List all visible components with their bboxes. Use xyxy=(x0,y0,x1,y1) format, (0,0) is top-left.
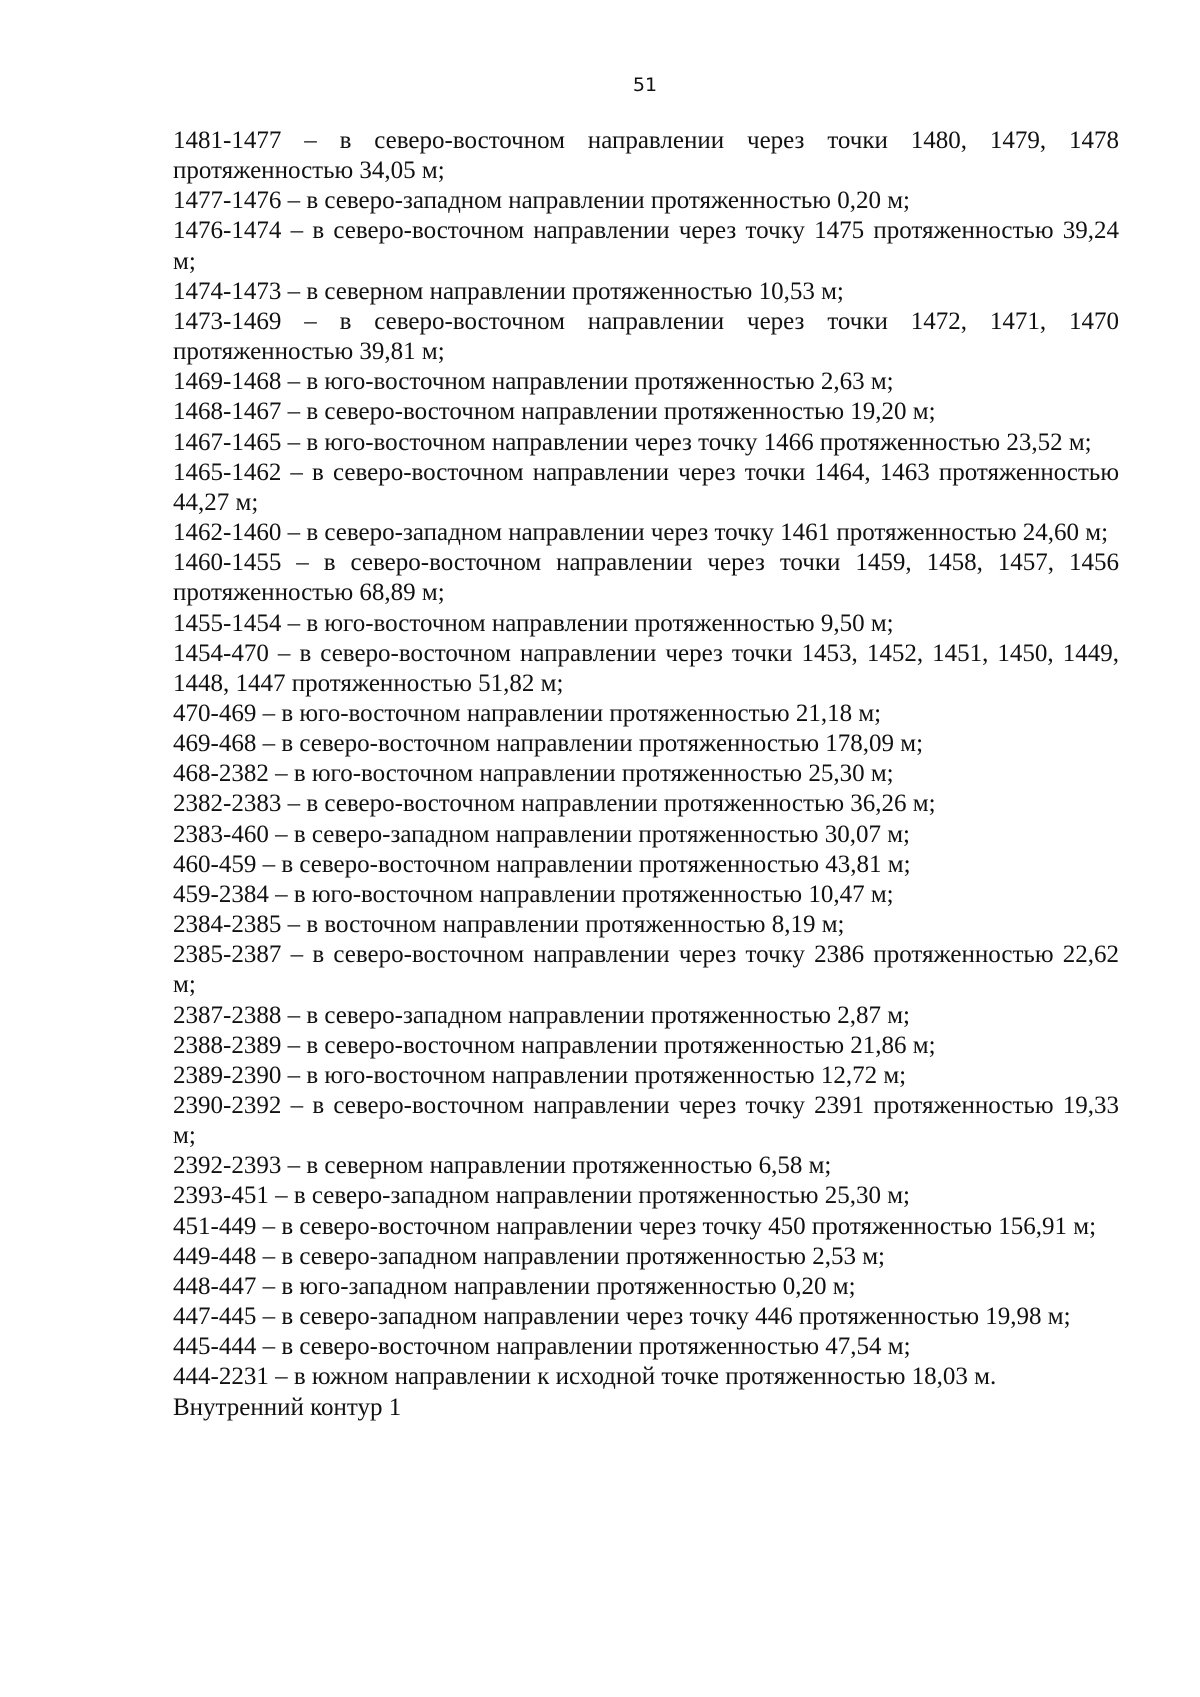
paragraph: 444-2231 – в южном направлении к исходной точке протяженностью 18,03 м. xyxy=(173,1363,997,1391)
paragraph: 2385-2387 – в северо-восточном направлении через точку 2386 протяженностью 22,62 м; xyxy=(173,941,1119,999)
paragraph: 459-2384 – в юго-восточном направлении протяженностью 10,47 м; xyxy=(173,880,894,908)
paragraph: 470-469 – в юго-восточном направлении протяженностью 21,18 м; xyxy=(173,699,882,727)
paragraph: 1460-1455 – в северо-восточном направлении через точки 1459, 1458, 1457, 1456 протяженностью 68,89 м; xyxy=(173,549,1119,607)
paragraph: 1462-1460 – в северо-западном направлении через точку 1461 протяженностью 24,60 м; xyxy=(173,519,1109,547)
paragraph: 1473-1469 – в северо-восточном направлении через точки 1472, 1471, 1470 протяженностью 39,81 м; xyxy=(173,307,1119,366)
paragraph: 445-444 – в северо-восточном направлении протяженностью 47,54 м; xyxy=(173,1333,911,1361)
paragraph: 1476-1474 – в северо-восточном направлении через точку 1475 протяженностью 39,24 м; xyxy=(173,217,1119,275)
paragraph: 2390-2392 – в северо-восточном направлении через точку 2391 протяженностью 19,33 м; xyxy=(173,1092,1119,1150)
document-body xyxy=(173,126,1119,1423)
paragraph: 2388-2389 – в северо-восточном направлении протяженностью 21,86 м; xyxy=(173,1031,936,1059)
paragraph: 1465-1462 – в северо-восточном направлении через точки 1464, 1463 протяженностью 44,27 м; xyxy=(173,458,1119,516)
paragraph: 1455-1454 – в юго-восточном направлении протяженностью 9,50 м; xyxy=(173,609,894,637)
paragraph: 449-448 – в северо-западном направлении протяженностью 2,53 м; xyxy=(173,1242,885,1270)
paragraph: 1481-1477 – в северо-восточном направлении через точки 1480, 1479, 1478 протяженностью 34,05 м; xyxy=(173,127,1119,185)
paragraph: 1467-1465 – в юго-восточном направлении через точку 1466 протяженностью 23,52 м; xyxy=(173,428,1092,456)
paragraph: 1468-1467 – в северо-восточном направлении протяженностью 19,20 м; xyxy=(173,398,936,426)
paragraph: 2387-2388 – в северо-западном направлении протяженностью 2,87 м; xyxy=(173,1001,910,1029)
paragraph: 1469-1468 – в юго-восточном направлении протяженностью 2,63 м; xyxy=(173,368,894,396)
paragraph: 1474-1473 – в северном направлении протяженностью 10,53 м; xyxy=(173,277,844,305)
paragraph: 2392-2393 – в северном направлении протяженностью 6,58 м; xyxy=(173,1152,832,1180)
page-number: 51 xyxy=(632,74,658,96)
paragraph: 2389-2390 – в юго-восточном направлении протяженностью 12,72 м; xyxy=(173,1061,907,1089)
paragraph: 447-445 – в северо-западном направлении через точку 446 протяженностью 19,98 м; xyxy=(173,1303,1071,1331)
paragraph: 2384-2385 – в восточном направлении протяженностью 8,19 м; xyxy=(173,911,845,939)
paragraph: 2393-451 – в северо-западном направлении протяженностью 25,30 м; xyxy=(173,1182,910,1210)
paragraph: 448-447 – в юго-западном направлении протяженностью 0,20 м; xyxy=(173,1272,856,1300)
paragraph: 1477-1476 – в северо-западном направлении протяженностью 0,20 м; xyxy=(173,187,910,215)
paragraph: 2382-2383 – в северо-восточном направлении протяженностью 36,26 м; xyxy=(173,790,936,818)
paragraph: 1454-470 – в северо-восточном направлении через точки 1453, 1452, 1451, 1450, 1449, 1448, 1447 протяженностью 51,82 м; xyxy=(173,639,1119,697)
paragraph: 451-449 – в северо-восточном направлении через точку 450 протяженностью 156,91 м; xyxy=(173,1212,1097,1240)
paragraph: 468-2382 – в юго-восточном направлении протяженностью 25,30 м; xyxy=(173,760,894,788)
paragraph: 469-468 – в северо-восточном направлении протяженностью 178,09 м; xyxy=(173,730,924,758)
paragraph: 2383-460 – в северо-западном направлении протяженностью 30,07 м; xyxy=(173,820,910,848)
section-heading: Внутренний контур 1 xyxy=(173,1393,402,1421)
paragraph: 460-459 – в северо-восточном направлении протяженностью 43,81 м; xyxy=(173,850,911,878)
